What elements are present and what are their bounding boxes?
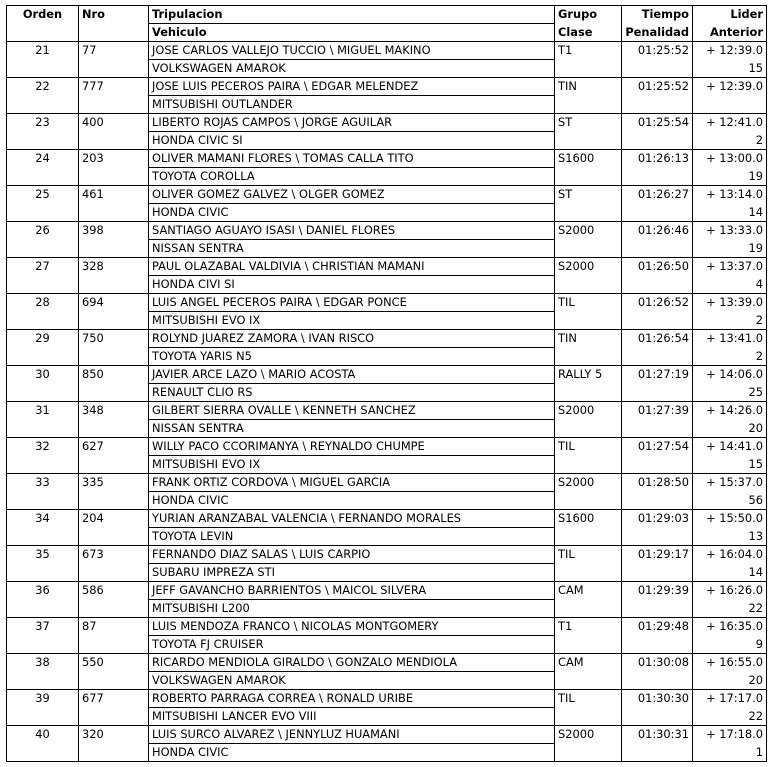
tiempo-cell: 01:27:39 — [622, 402, 693, 438]
anterior-cell: 20 — [693, 420, 767, 438]
grupo-cell: TIN — [555, 78, 622, 114]
header-penalidad: Penalidad — [622, 24, 693, 42]
lider-cell: + 13:33.0 — [693, 222, 767, 240]
anterior-cell: 22 — [693, 708, 767, 726]
header-blank-nro — [79, 24, 149, 42]
grupo-cell: CAM — [555, 582, 622, 618]
result-row — [7, 222, 767, 240]
nro-cell: 320 — [79, 726, 149, 762]
tiempo-cell: 01:29:39 — [622, 582, 693, 618]
anterior-cell: 2 — [693, 348, 767, 366]
orden-cell: 26 — [7, 222, 79, 258]
lider-cell: + 12:39.0 — [693, 42, 767, 60]
vehicle-cell: HONDA CIVIC — [149, 492, 555, 510]
header-tripulacion: Tripulacion — [149, 6, 555, 24]
orden-cell: 27 — [7, 258, 79, 294]
crew-cell: JOSE LUIS PECEROS PAIRA \ EDGAR MELENDEZ — [149, 78, 555, 96]
tiempo-cell: 01:26:27 — [622, 186, 693, 222]
vehicle-cell: NISSAN SENTRA — [149, 420, 555, 438]
grupo-cell: S2000 — [555, 222, 622, 258]
tiempo-cell: 01:30:31 — [622, 726, 693, 762]
crew-cell: JAVIER ARCE LAZO \ MARIO ACOSTA — [149, 366, 555, 384]
lider-cell: + 17:17.0 — [693, 690, 767, 708]
lider-cell: + 16:55.0 — [693, 654, 767, 672]
tiempo-cell: 01:26:50 — [622, 258, 693, 294]
result-row — [7, 618, 767, 636]
lider-cell: + 13:41.0 — [693, 330, 767, 348]
grupo-cell: S2000 — [555, 402, 622, 438]
tiempo-cell: 01:25:54 — [622, 114, 693, 150]
header-vehiculo: Vehiculo — [149, 24, 555, 42]
header-orden: Orden — [7, 6, 79, 24]
tiempo-cell: 01:25:52 — [622, 42, 693, 78]
grupo-cell: T1 — [555, 618, 622, 654]
vehicle-cell: SUBARU IMPREZA STI — [149, 564, 555, 582]
crew-cell: ROBERTO PARRAGA CORREA \ RONALD URIBE — [149, 690, 555, 708]
vehicle-cell: RENAULT CLIO RS — [149, 384, 555, 402]
nro-cell: 750 — [79, 330, 149, 366]
anterior-cell: 15 — [693, 60, 767, 78]
lider-cell: + 15:37.0 — [693, 474, 767, 492]
nro-cell: 398 — [79, 222, 149, 258]
nro-cell: 77 — [79, 42, 149, 78]
vehicle-cell: MITSUBISHI LANCER EVO VIII — [149, 708, 555, 726]
orden-cell: 36 — [7, 582, 79, 618]
vehicle-cell: HONDA CIVIC — [149, 744, 555, 762]
grupo-cell: CAM — [555, 654, 622, 690]
vehicle-cell: HONDA CIVIC SI — [149, 132, 555, 150]
anterior-cell: 25 — [693, 384, 767, 402]
orden-cell: 22 — [7, 78, 79, 114]
result-row — [7, 294, 767, 312]
crew-cell: LUIS ANGEL PECEROS PAIRA \ EDGAR PONCE — [149, 294, 555, 312]
nro-cell: 550 — [79, 654, 149, 690]
anterior-cell: 19 — [693, 240, 767, 258]
crew-cell: WILLY PACO CCORIMANYA \ REYNALDO CHUMPE — [149, 438, 555, 456]
orden-cell: 25 — [7, 186, 79, 222]
nro-cell: 400 — [79, 114, 149, 150]
crew-cell: ROLYND JUAREZ ZAMORA \ IVAN RISCO — [149, 330, 555, 348]
crew-cell: OLIVER MAMANI FLORES \ TOMAS CALLA TITO — [149, 150, 555, 168]
crew-cell: GILBERT SIERRA OVALLE \ KENNETH SANCHEZ — [149, 402, 555, 420]
lider-cell: + 16:04.0 — [693, 546, 767, 564]
header-lider: Lider — [693, 6, 767, 24]
result-row — [7, 654, 767, 672]
result-row — [7, 726, 767, 744]
tiempo-cell: 01:25:52 — [622, 78, 693, 114]
tiempo-cell: 01:29:48 — [622, 618, 693, 654]
vehicle-cell: MITSUBISHI OUTLANDER — [149, 96, 555, 114]
result-row — [7, 546, 767, 564]
tiempo-cell: 01:27:54 — [622, 438, 693, 474]
vehicle-cell: VOLKSWAGEN AMAROK — [149, 60, 555, 78]
result-row — [7, 114, 767, 132]
orden-cell: 34 — [7, 510, 79, 546]
header-grupo: Grupo — [555, 6, 622, 24]
grupo-cell: TIL — [555, 438, 622, 474]
orden-cell: 39 — [7, 690, 79, 726]
nro-cell: 348 — [79, 402, 149, 438]
nro-cell: 627 — [79, 438, 149, 474]
crew-cell: YURIAN ARANZABAL VALENCIA \ FERNANDO MORALES — [149, 510, 555, 528]
header-blank-orden — [7, 24, 79, 42]
anterior-cell: 1 — [693, 744, 767, 762]
grupo-cell: TIL — [555, 546, 622, 582]
lider-cell: + 16:35.0 — [693, 618, 767, 636]
lider-cell: + 17:18.0 — [693, 726, 767, 744]
crew-cell: SANTIAGO AGUAYO ISASI \ DANIEL FLORES — [149, 222, 555, 240]
lider-cell: + 14:41.0 — [693, 438, 767, 456]
anterior-cell — [693, 96, 767, 114]
lider-cell: + 13:37.0 — [693, 258, 767, 276]
crew-cell: PAUL OLAZABAL VALDIVIA \ CHRISTIAN MAMANI — [149, 258, 555, 276]
grupo-cell: S2000 — [555, 726, 622, 762]
header-anterior: Anterior — [693, 24, 767, 42]
anterior-cell: 22 — [693, 600, 767, 618]
tiempo-cell: 01:28:50 — [622, 474, 693, 510]
orden-cell: 33 — [7, 474, 79, 510]
grupo-cell: S2000 — [555, 258, 622, 294]
anterior-cell: 13 — [693, 528, 767, 546]
vehicle-cell: VOLKSWAGEN AMAROK — [149, 672, 555, 690]
grupo-cell: TIL — [555, 294, 622, 330]
orden-cell: 31 — [7, 402, 79, 438]
crew-cell: LUIS MENDOZA FRANCO \ NICOLAS MONTGOMERY — [149, 618, 555, 636]
results-table — [6, 5, 767, 762]
nro-cell: 673 — [79, 546, 149, 582]
nro-cell: 461 — [79, 186, 149, 222]
orden-cell: 35 — [7, 546, 79, 582]
nro-cell: 335 — [79, 474, 149, 510]
grupo-cell: S1600 — [555, 510, 622, 546]
orden-cell: 38 — [7, 654, 79, 690]
nro-cell: 777 — [79, 78, 149, 114]
lider-cell: + 12:39.0 — [693, 78, 767, 96]
nro-cell: 677 — [79, 690, 149, 726]
grupo-cell: S1600 — [555, 150, 622, 186]
lider-cell: + 13:39.0 — [693, 294, 767, 312]
crew-cell: OLIVER GOMEZ GALVEZ \ OLGER GOMEZ — [149, 186, 555, 204]
vehicle-cell: TOYOTA YARIS N5 — [149, 348, 555, 366]
result-row — [7, 150, 767, 168]
lider-cell: + 12:41.0 — [693, 114, 767, 132]
orden-cell: 29 — [7, 330, 79, 366]
vehicle-cell: NISSAN SENTRA — [149, 240, 555, 258]
anterior-cell: 2 — [693, 132, 767, 150]
result-row — [7, 258, 767, 276]
vehicle-cell: HONDA CIVI SI — [149, 276, 555, 294]
tiempo-cell: 01:26:52 — [622, 294, 693, 330]
crew-cell: JEFF GAVANCHO BARRIENTOS \ MAICOL SILVERA — [149, 582, 555, 600]
crew-cell: FERNANDO DIAZ SALAS \ LUIS CARPIO — [149, 546, 555, 564]
grupo-cell: TIN — [555, 330, 622, 366]
tiempo-cell: 01:27:19 — [622, 366, 693, 402]
result-row — [7, 438, 767, 456]
orden-cell: 37 — [7, 618, 79, 654]
result-row — [7, 402, 767, 420]
lider-cell: + 14:06.0 — [693, 366, 767, 384]
orden-cell: 21 — [7, 42, 79, 78]
crew-cell: JOSE CARLOS VALLEJO TUCCIO \ MIGUEL MAKINO — [149, 42, 555, 60]
anterior-cell: 14 — [693, 204, 767, 222]
result-row — [7, 186, 767, 204]
lider-cell: + 14:26.0 — [693, 402, 767, 420]
result-row — [7, 366, 767, 384]
crew-cell: LUIS SURCO ALVAREZ \ JENNYLUZ HUAMANI — [149, 726, 555, 744]
nro-cell: 87 — [79, 618, 149, 654]
vehicle-cell: MITSUBISHI EVO IX — [149, 312, 555, 330]
results-body — [7, 42, 767, 762]
anterior-cell: 15 — [693, 456, 767, 474]
nro-cell: 586 — [79, 582, 149, 618]
lider-cell: + 16:26.0 — [693, 582, 767, 600]
tiempo-cell: 01:30:08 — [622, 654, 693, 690]
crew-cell: FRANK ORTIZ CORDOVA \ MIGUEL GARCIA — [149, 474, 555, 492]
anterior-cell: 14 — [693, 564, 767, 582]
header-nro: Nro — [79, 6, 149, 24]
grupo-cell: S2000 — [555, 474, 622, 510]
grupo-cell: TIL — [555, 690, 622, 726]
nro-cell: 328 — [79, 258, 149, 294]
nro-cell: 203 — [79, 150, 149, 186]
result-row — [7, 474, 767, 492]
vehicle-cell: HONDA CIVIC — [149, 204, 555, 222]
result-row — [7, 78, 767, 96]
anterior-cell: 19 — [693, 168, 767, 186]
anterior-cell: 2 — [693, 312, 767, 330]
tiempo-cell: 01:29:17 — [622, 546, 693, 582]
orden-cell: 23 — [7, 114, 79, 150]
orden-cell: 40 — [7, 726, 79, 762]
anterior-cell: 20 — [693, 672, 767, 690]
tiempo-cell: 01:26:46 — [622, 222, 693, 258]
grupo-cell: RALLY 5 — [555, 366, 622, 402]
lider-cell: + 15:50.0 — [693, 510, 767, 528]
header-tiempo: Tiempo — [622, 6, 693, 24]
anterior-cell: 56 — [693, 492, 767, 510]
crew-cell: RICARDO MENDIOLA GIRALDO \ GONZALO MENDIOLA — [149, 654, 555, 672]
orden-cell: 32 — [7, 438, 79, 474]
result-row — [7, 582, 767, 600]
tiempo-cell: 01:26:13 — [622, 150, 693, 186]
nro-cell: 694 — [79, 294, 149, 330]
anterior-cell: 9 — [693, 636, 767, 654]
grupo-cell: ST — [555, 114, 622, 150]
lider-cell: + 13:00.0 — [693, 150, 767, 168]
nro-cell: 204 — [79, 510, 149, 546]
vehicle-cell: TOYOTA FJ CRUISER — [149, 636, 555, 654]
tiempo-cell: 01:29:03 — [622, 510, 693, 546]
vehicle-cell: MITSUBISHI L200 — [149, 600, 555, 618]
header-clase: Clase — [555, 24, 622, 42]
vehicle-cell: TOYOTA LEVIN — [149, 528, 555, 546]
orden-cell: 24 — [7, 150, 79, 186]
tiempo-cell: 01:26:54 — [622, 330, 693, 366]
vehicle-cell: TOYOTA COROLLA — [149, 168, 555, 186]
crew-cell: LIBERTO ROJAS CAMPOS \ JORGE AGUILAR — [149, 114, 555, 132]
orden-cell: 28 — [7, 294, 79, 330]
orden-cell: 30 — [7, 366, 79, 402]
anterior-cell: 4 — [693, 276, 767, 294]
lider-cell: + 13:14.0 — [693, 186, 767, 204]
result-row — [7, 42, 767, 60]
vehicle-cell: MITSUBISHI EVO IX — [149, 456, 555, 474]
tiempo-cell: 01:30:30 — [622, 690, 693, 726]
grupo-cell: T1 — [555, 42, 622, 78]
grupo-cell: ST — [555, 186, 622, 222]
result-row — [7, 330, 767, 348]
result-row — [7, 690, 767, 708]
nro-cell: 850 — [79, 366, 149, 402]
result-row — [7, 510, 767, 528]
